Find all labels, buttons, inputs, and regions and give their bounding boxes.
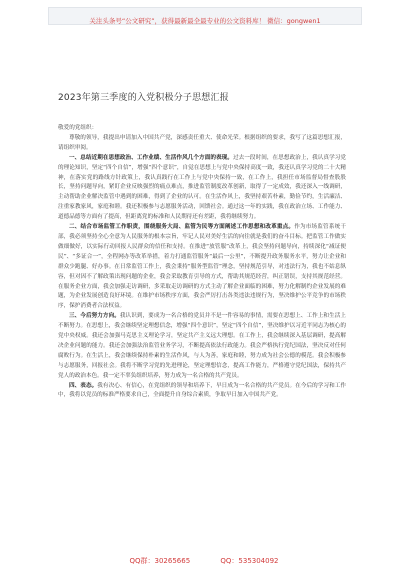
document-title: 2023年第三季度的入党积极分子思想汇报: [58, 93, 229, 103]
section-4-heading: 四、表态。: [69, 382, 98, 389]
section-3-heading: 三、今后努力方向。: [69, 313, 120, 320]
section-1-text: 过去一段时间，在思想政治上，我认真学习党的理论知识，坚定“四个自信”，增强“四个意识”，自觉在思想上与党中央保持高度一致，我还认真学习党的二十大精神，在落实党的路线方针政策上，我认真践行在工作上与党中央保持一致，在工作上，我担任市场监督局督查股股长，坚持问题导向，紧盯企业反映强烈的痛点难点，推进监管制度改革创新，取得了一定成效，我还深入一线调研，主动帮助企业解决监管中遇到的困难，得到了企业的认可。在生活作风上，我坚持艰苦朴素，勤俭节约，生活廉洁、注重家教家风，家庭和睦。我还积极参与志愿服务活动，回馈社会。通过这一年的实践，我在政治立场、工作能力、道德品德等方面有了提高，但距离党的标准和人民期待还有差距，我将继续努力。: [58, 154, 346, 221]
section-1: [58, 154, 346, 223]
contact-footer: [0, 556, 408, 566]
greeting: 敬爱的党组织：: [58, 125, 98, 131]
section-3-text: 我认识到，要成为一名合格的党员并不是一件容易的事情，需要在思想上、工作上和生活上不断努力。在思想上，我会继续坚定理想信念，增强“四个意识”，坚定“四个自信”，坚决维护以习近平同志为核心的党中央权威。我还会加强马克思主义理论学习，坚定共产主义远大理想。在工作上，我会继续深入基层调研，提高解决企业问题的能力。我还会加强法治监管业务学习，不断提高依法行政能力。我会严格执行党纪国法，坚决反对任何腐败行为。在生活上，我会继续保持朴素的生活作风，与人为善，家庭和睦，努力成为社会公德的模范。我会积极参与志愿服务，回报社会。我将不断学习党的先进理论，坚定理想信念，提高工作能力，严格遵守党纪国法，保持共产党人的政治本色。我一定不辜负组织培养，努力成为一名合格的共产党员。: [58, 313, 346, 379]
section-2-text: 作为市场监管系统干部，我必须坚持全心全意为人民服务的根本宗旨，牢记人民对美好生活的向往就是我们的奋斗目标。把监管工作做实做细做好，以实际行动回报人民群众的信任和支持。在推进“放管服”改革上，我会坚持问题导向，持续深化“减证便民”、“多证合一”，全程网办等改革举措，着力打通监管服务“最后一公里”，不断提升政务服务水平，努力让企业和群众少跑腿、好办事。在日常监管工作上，我会秉持“服务型监管”理念，坚持规范引导，对违法行为，我也不姑息纵容，但对因不了解政策出现问题的企业，我会采取教育引导的方式，帮助其规范经营，纠正错误，支持其规范经营。在服务企业方面，我会加强走访调研，多采取走访调研的方式主动了解企业面临的困难，努力化解制约企业发展的难题，为企业发展创造良好环境。在维护市场秩序方面，我会严厉打击各类违法违规行为，坚决维护公平竞争的市场秩序，保护消费者合法权益。: [58, 224, 346, 310]
footer-qq: QQ：535304092: [220, 557, 279, 565]
intro-paragraph: 尊敬的领导，我提出申请加入中国共产党，深感责任重大、使命光荣。根据组织的要求，我写了这篇思想汇报，请组织审阅。: [58, 134, 346, 151]
promo-banner-text: 关注头条号“公文研究”，获得最新最全最专业的公文资料库！ 微信：gongwen1: [89, 17, 321, 25]
section-1-heading: 一、总结近期在思想政治、工作业绩、生活作风几个方面的表现。: [69, 154, 233, 161]
section-4: [58, 382, 346, 402]
promo-banner: [48, 7, 362, 25]
section-3: [58, 312, 346, 381]
section-4-text: 我有决心、有信心，在党组织的领导和培养下，早日成为一名合格的共产党员。在今后的学习和工作中，我将以党员的标准严格要求自己，全面提升自身综合素质，争取早日加入中国共产党。: [58, 382, 346, 399]
section-2: [58, 223, 346, 312]
footer-qq-group: QQ群：30265665: [129, 557, 191, 565]
document-body: [58, 124, 346, 401]
section-2-heading: 二、结合市场监管工作职责，围绕服务大局、监管为民等方面阐述工作思想和改革重点。: [69, 224, 295, 231]
